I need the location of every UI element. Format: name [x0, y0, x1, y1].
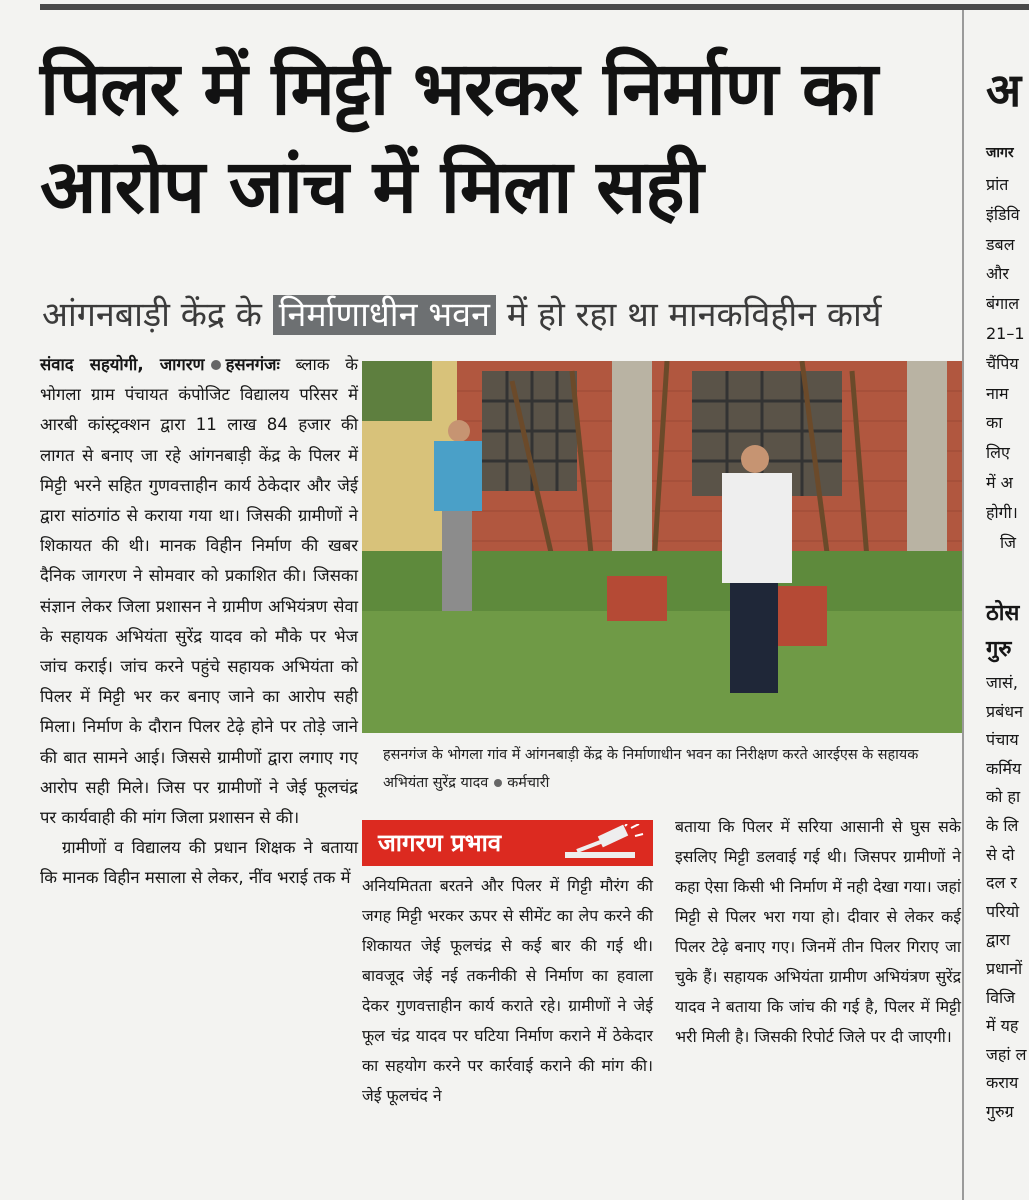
article-column-right [675, 812, 961, 1052]
side-line: विजि [986, 987, 1016, 1007]
side-line: जासं, [986, 673, 1018, 692]
article-column-middle [362, 871, 653, 1111]
side-line: परियो [986, 901, 1020, 921]
dateline-place: हसनगंजः [225, 355, 280, 374]
side-line: जि [1000, 532, 1017, 552]
gavel-icon [555, 824, 645, 862]
side-subhead-line: गुरु [986, 637, 1012, 662]
subhead-highlight: निर्माणाधीन भवन [273, 295, 496, 335]
side-line: डबल [986, 234, 1015, 254]
side-line: पंचाय [986, 730, 1019, 750]
side-line: चैंपिय [986, 353, 1019, 373]
article-column-left [40, 350, 358, 894]
body-paragraph-4: बताया कि पिलर में सरिया आसानी से घुस सके इसलिए मिट्टी डलवाई गई थी। जिसपर ग्रामीणों ने कहा ऐसा किसी भी निर्माण में नही देखा गया। जहां मिट्टी से पिलर भरा गया हो। दीवार से लेकर कई पिलर टेढ़े बनाए गए। जिनमें तीन पिलर गिराए जा चुके हैं। सहायक अभियंता ग्रामीण अभियंत्रण सुरेंद्र यादव ने बताया कि जांच की गई है, पिलर में मिट्टी भरी मिली है। जिसकी रिपोर्ट जिले पर दी जाएगी। [675, 817, 961, 1046]
side-line: गुरुग्र [986, 1101, 1014, 1121]
headline: पिलर में मिट्टी भरकर निर्माण का आरोप जांच में मिला सही [40, 46, 878, 230]
side-subhead-line: ठोस [986, 601, 1020, 626]
badge-label: जागरण प्रभाव [378, 829, 502, 857]
side-line: में अ [986, 472, 1013, 492]
subhead-text-start: आंगनबाड़ी केंद्र के [42, 295, 273, 335]
top-rule [40, 4, 1029, 10]
side-line: के लि [986, 815, 1019, 835]
side-lines-bottom [986, 668, 1026, 1126]
side-line: में यह [986, 1016, 1019, 1036]
side-line: प्रधानों [986, 958, 1023, 978]
dateline-source: संवाद सहयोगी, जागरण [40, 355, 205, 374]
body-paragraph-2: ग्रामीणों व विद्यालय की प्रधान शिक्षक ने बताया कि मानक विहीन मसाला से लेकर, नींव भराई तक में [40, 838, 358, 888]
body-paragraph-3: अनियमितता बरतने और पिलर में गिट्टी मौरंग की जगह मिट्टी भरकर ऊपर से सीमेंट का लेप करने की शिकायत जेई फूलचंद्र से कई बार की गई थी। बावजूद जेई नई तकनीकी से निर्माण का हवाला देकर गुणवत्ताहीन कार्य कराते रहे। ग्रामीणों ने जेई फूल चंद्र यादव पर घटिया निर्माण कराने में ठेकेदार का सहयोग करने पर कार्रवाई कराने की मांग की। जेई फूलचंद ने [362, 876, 653, 1105]
side-lines-top [986, 170, 1025, 557]
adjacent-article-cropped [968, 0, 1029, 1200]
side-line: प्रबंधन [986, 701, 1023, 721]
side-line: जहां ल [986, 1044, 1027, 1064]
side-line: होगी। [986, 502, 1018, 522]
side-line: लिए [986, 443, 1010, 463]
side-line: का [986, 413, 1003, 433]
subhead-text-end: में हो रहा था मानकविहीन कार्य [495, 295, 882, 335]
column-divider [962, 10, 964, 1200]
inspection-photo-icon [362, 361, 962, 733]
side-line: 21–1 [986, 323, 1025, 343]
side-line: कराय [986, 1073, 1019, 1093]
side-line: द्वारा [986, 930, 1011, 950]
photo-caption [383, 741, 943, 797]
subheadline [42, 288, 957, 342]
side-subheadline [986, 596, 1019, 668]
side-line: को हा [986, 787, 1021, 807]
side-dateline: जागर [986, 145, 1014, 161]
side-line: और [986, 264, 1009, 284]
side-line: प्रांत [986, 175, 1009, 194]
caption-credit: कर्मचारी [507, 775, 550, 791]
side-line: कर्मिय [986, 758, 1022, 778]
caption-text: हसनगंज के भोगला गांव में आंगनबाड़ी केंद्र के निर्माणाधीन भवन का निरीक्षण करते आरईएस के सहायक अभियंता सुरेंद्र यादव [383, 747, 919, 791]
side-headline: अ [986, 63, 1022, 117]
caption-bullet-icon [494, 779, 502, 787]
news-photo [362, 361, 962, 733]
body-paragraph-1: ब्लाक के भोगला ग्राम पंचायत कंपोजिट विद्यालय परिसर में आरबी कांस्ट्रक्शन द्वारा 11 लाख 84 हजार की लागत से बनाए जा रहे आंगनबाड़ी केंद्र के पिलर में मिट्टी भरने सहित गुणवत्ताहीन कार्य ठेकेदार और जेई द्वारा सांठगांठ से कराया गया था। जिसकी ग्रामीणों ने शिकायत की थी। मानक विहीन निर्माण की खबर दैनिक जागरण ने सोमवार को प्रकाशित की। जिसका संज्ञान लेकर जिला प्रशासन ने ग्रामीण अभियंत्रण सेवा के सहायक अभियंता सुरेंद्र यादव को मौके पर भेज जांच कराई। जांच करने पहुंचे सहायक अभियंता को पिलर में मिट्टी भर कर बनाए जाने का आरोप सही मिला। निर्माण के दौरान पिलर टेढ़े होने पर तोड़े जाने की बात सामने आई। जिससे ग्रामीणों द्वारा लगाए गए आरोप सही मिले। जिस पर ग्रामीणों ने जेई फूलचंद्र पर कार्यवाही की मांग जिला प्रशासन से की। [40, 355, 358, 828]
side-line: बंगाल [986, 294, 1020, 314]
bullet-dot-icon [211, 360, 221, 370]
side-line: से दो [986, 844, 1015, 864]
side-line: दल र [986, 873, 1017, 893]
jagran-prabhav-badge [362, 820, 653, 866]
side-line: इंडिवि [986, 204, 1020, 224]
side-line: नाम [986, 383, 1009, 403]
